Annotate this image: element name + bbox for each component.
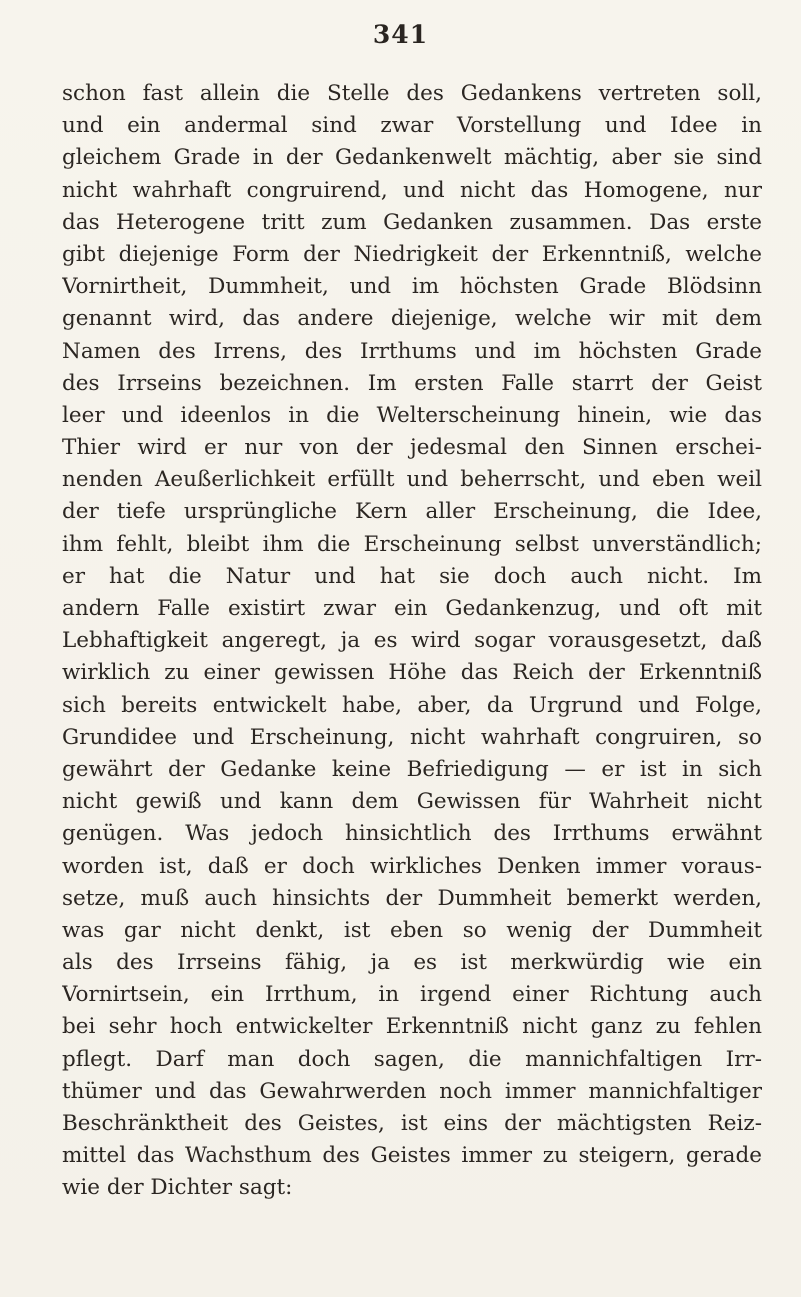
text-line: schon fast allein die Stelle des Gedankens vertreten soll, bbox=[62, 81, 762, 106]
text-line: bei sehr hoch entwickelter Erkenntniß nicht ganz zu fehlen bbox=[62, 1014, 762, 1040]
text-line: Vornirtheit, Dummheit, und im höchsten Grade Blödsinn bbox=[62, 274, 762, 300]
text-line: gibt diejenige Form der Niedrigkeit der Erkenntniß, welche bbox=[62, 241, 762, 267]
body-text bbox=[62, 78, 762, 1205]
text-line: gewährt der Gedanke keine Befriedigung — er ist in sich bbox=[62, 756, 762, 782]
text-line: wie der Dichter sagt: bbox=[62, 1175, 293, 1201]
text-line: andern Falle existirt zwar ein Gedankenzug, und oft mit bbox=[62, 596, 762, 621]
text-line: und ein andermal sind zwar Vorstellung und Idee in bbox=[62, 113, 762, 139]
text-line: des Irrseins bezeichnen. Im ersten Falle starrt der Geist bbox=[62, 370, 762, 396]
text-line: worden ist, daß er doch wirkliches Denken immer voraus- bbox=[62, 853, 762, 879]
text-line: Thier wird er nur von der jedesmal den Sinnen erschei- bbox=[62, 435, 762, 461]
text-line: genügen. Was jedoch hinsichtlich des Irrthums erwähnt bbox=[62, 821, 762, 847]
text-line: leer und ideenlos in die Welterscheinung hinein, wie das bbox=[62, 402, 762, 428]
text-line: thümer und das Gewahrwerden noch immer mannichfaltiger bbox=[62, 1078, 762, 1104]
text-line: wirklich zu einer gewissen Höhe das Reich der Erkenntniß bbox=[62, 660, 762, 686]
text-line: Lebhaftigkeit angeregt, ja es wird sogar vorausgesetzt, daß bbox=[62, 628, 762, 654]
text-line: mittel das Wachsthum des Geistes immer zu steigern, gerade bbox=[62, 1143, 762, 1169]
text-line: sich bereits entwickelt habe, aber, da Urgrund und Folge, bbox=[62, 692, 762, 718]
page-number: 341 bbox=[372, 20, 429, 49]
text-line: ihm fehlt, bleibt ihm die Erscheinung selbst unverständlich; bbox=[62, 531, 762, 557]
text-line: Namen des Irrens, des Irrthums und im höchsten Grade bbox=[62, 338, 762, 364]
text-line: was gar nicht denkt, ist eben so wenig der Dummheit bbox=[62, 917, 762, 943]
text-line: er hat die Natur und hat sie doch auch nicht. Im bbox=[62, 563, 762, 589]
text-line: der tiefe ursprüngliche Kern aller Erscheinung, die Idee, bbox=[62, 499, 762, 525]
text-line: als des Irrseins fähig, ja es ist merkwürdig wie ein bbox=[62, 950, 762, 976]
text-line: nenden Aeußerlichkeit erfüllt und beherrscht, und eben weil bbox=[62, 467, 762, 493]
text-line: pflegt. Darf man doch sagen, die mannichfaltigen Irr- bbox=[62, 1046, 762, 1072]
text-line: nicht wahrhaft congruirend, und nicht das Homogene, nur bbox=[62, 177, 762, 203]
text-line: Beschränktheit des Geistes, ist eins der mächtigsten Reiz- bbox=[62, 1111, 762, 1136]
text-line: Grundidee und Erscheinung, nicht wahrhaft congruiren, so bbox=[62, 724, 762, 750]
text-line: Vornirtsein, ein Irrthum, in irgend einer Richtung auch bbox=[62, 982, 762, 1008]
text-line: nicht gewiß und kann dem Gewissen für Wahrheit nicht bbox=[62, 789, 762, 815]
text-line: das Heterogene tritt zum Gedanken zusammen. Das erste bbox=[62, 209, 762, 235]
text-line: setze, muß auch hinsichts der Dummheit bemerkt werden, bbox=[62, 885, 762, 911]
text-line: genannt wird, das andere diejenige, welche wir mit dem bbox=[62, 306, 762, 332]
text-line: gleichem Grade in der Gedankenwelt mächtig, aber sie sind bbox=[62, 145, 762, 171]
